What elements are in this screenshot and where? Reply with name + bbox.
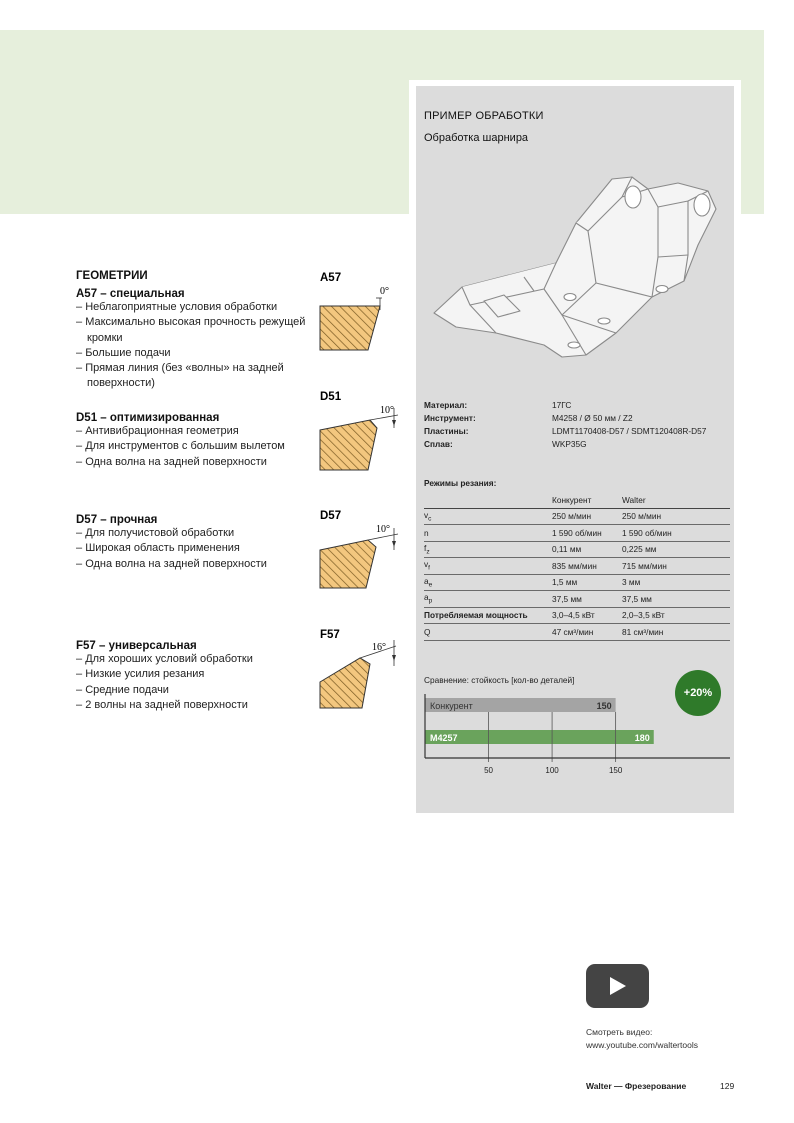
- video-link[interactable]: www.youtube.com/waltertools: [586, 1039, 698, 1050]
- spec-key: Инструмент:: [424, 413, 476, 423]
- list-item: – Прямая линия (без «волны» на задней поверхности): [76, 361, 306, 392]
- list-item: – Для инструментов с большим вылетом: [76, 439, 306, 454]
- video-caption: [586, 1026, 698, 1051]
- param-label: a: [424, 575, 429, 586]
- param-cell: [424, 508, 552, 525]
- category-label-2: M4257: [430, 733, 458, 743]
- list-item: – Средние подачи: [76, 683, 306, 698]
- page-footer: [586, 1081, 735, 1091]
- table-header: [424, 492, 552, 508]
- param-label: Q: [424, 626, 431, 637]
- list-item: – Антивибрационная геометрия: [76, 424, 306, 439]
- param-cell: [424, 624, 552, 641]
- cutting-table-body: [424, 508, 730, 640]
- improvement-badge: +20%: [675, 670, 721, 716]
- tick-label-3: 150: [608, 766, 623, 775]
- geometry-f57: [76, 640, 306, 713]
- geometry-title: A57 – специальная: [76, 288, 185, 300]
- geometry-d57: [76, 514, 306, 572]
- param-subscript: p: [428, 598, 433, 606]
- insert-diagrams: [310, 260, 410, 720]
- geometry-d51: [76, 412, 306, 470]
- category-label-1: Конкурент: [430, 701, 473, 711]
- footer-section: — Фрезерование: [611, 1081, 687, 1091]
- geometry-title: F57 – универсальная: [76, 640, 197, 652]
- list-item: – 2 волны на задней поверхности: [76, 698, 306, 713]
- footer-brand: Walter: [586, 1081, 612, 1091]
- geometry-title: D51 – оптимизированная: [76, 412, 220, 424]
- diagram-label-a57: A57: [320, 272, 342, 284]
- hinge-part-image: [426, 165, 726, 365]
- competitor-value: 1 590 об/мин: [552, 525, 622, 542]
- table-row: [424, 558, 730, 575]
- list-item: – Одна волна на задней поверхности: [76, 557, 306, 572]
- table-row: [424, 541, 730, 558]
- spec-row: [424, 413, 724, 426]
- spec-value: 17ГС: [552, 400, 572, 410]
- spec-row: [424, 426, 724, 439]
- table-row: [424, 591, 730, 608]
- param-cell: [424, 525, 552, 542]
- table-row: [424, 607, 730, 624]
- walter-value: 37,5 мм: [622, 591, 730, 608]
- competitor-value: 250 м/мин: [552, 508, 622, 525]
- competitor-value: 37,5 мм: [552, 591, 622, 608]
- param-subscript: e: [428, 581, 433, 589]
- table-header-row: [424, 492, 730, 508]
- param-subscript: c: [428, 515, 432, 523]
- example-title: ПРИМЕР ОБРАБОТКИ: [424, 110, 544, 122]
- competitor-value: 47 см³/мин: [552, 624, 622, 641]
- geometries-heading: ГЕОМЕТРИИ: [76, 270, 148, 282]
- param-label: v: [424, 559, 429, 570]
- angle-label: 10°: [376, 524, 390, 535]
- play-icon: [610, 977, 626, 995]
- table-row: [424, 624, 730, 641]
- list-item: – Большие подачи: [76, 346, 306, 361]
- bar-2: [425, 730, 654, 744]
- insert-a57-icon: [320, 306, 380, 350]
- diagram-label-d57: D57: [320, 510, 342, 522]
- page-number: 129: [720, 1081, 735, 1091]
- walter-value: 250 м/мин: [622, 508, 730, 525]
- list-item: – Одна волна на задней поверхности: [76, 455, 306, 470]
- competitor-value: 835 мм/мин: [552, 558, 622, 575]
- walter-value: 81 см³/мин: [622, 624, 730, 641]
- list-item: – Низкие усилия резания: [76, 667, 306, 682]
- param-cell: [424, 607, 552, 624]
- value-label-1: 150: [596, 701, 612, 711]
- table-row: [424, 574, 730, 591]
- list-item: – Широкая область применения: [76, 541, 306, 556]
- list-item: – Для хороших условий обработки: [76, 652, 306, 667]
- angle-label: 0°: [380, 286, 389, 297]
- param-label: Потребляемая мощность: [424, 610, 528, 621]
- param-label: f: [424, 542, 427, 553]
- param-cell: [424, 574, 552, 591]
- param-cell: [424, 558, 552, 575]
- competitor-value: 1,5 мм: [552, 574, 622, 591]
- spec-key: Сплав:: [424, 439, 453, 449]
- table-header: Walter: [622, 492, 730, 508]
- tick-label-2: 100: [545, 766, 559, 775]
- walter-value: 2,0–3,5 кВт: [622, 607, 730, 624]
- competitor-value: 0,11 мм: [552, 541, 622, 558]
- param-cell: [424, 541, 552, 558]
- angle-label: 10°: [380, 405, 394, 416]
- param-subscript: f: [428, 565, 430, 573]
- spec-row: [424, 400, 724, 413]
- param-label: n: [424, 527, 429, 538]
- geometry-a57: [76, 288, 306, 392]
- list-item: – Для получистовой обработки: [76, 526, 306, 541]
- param-label: a: [424, 592, 429, 603]
- spec-value: WKP35G: [552, 439, 587, 449]
- table-row: [424, 525, 730, 542]
- angle-label: 16°: [372, 642, 386, 653]
- walter-value: 715 мм/мин: [622, 558, 730, 575]
- insert-d57-icon: [320, 540, 376, 588]
- param-label: v: [424, 509, 429, 520]
- cutting-title: Режимы резания:: [424, 478, 497, 488]
- walter-value: 1 590 об/мин: [622, 525, 730, 542]
- tick-label-1: 50: [484, 766, 493, 775]
- table-row: [424, 508, 730, 525]
- video-caption-line: Смотреть видео:: [586, 1027, 653, 1037]
- video-play-button[interactable]: [586, 964, 649, 1008]
- list-item: – Максимально высокая прочность режущей кромки: [76, 315, 306, 346]
- insert-d51-icon: [320, 420, 377, 470]
- spec-key: Пластины:: [424, 426, 469, 436]
- list-item: – Неблагоприятные условия обработки: [76, 300, 306, 315]
- chart-title: Сравнение: стойкость [кол-во деталей]: [424, 675, 575, 685]
- diagram-label-f57: F57: [320, 629, 340, 641]
- param-subscript: z: [426, 548, 430, 556]
- spec-value: LDMT1170408-D57 / SDMT120408R-D57: [552, 426, 707, 436]
- competitor-value: 3,0–4,5 кВт: [552, 607, 622, 624]
- spec-row: [424, 439, 724, 452]
- param-cell: [424, 591, 552, 608]
- value-label-2: 180: [634, 733, 650, 743]
- walter-value: 0,225 мм: [622, 541, 730, 558]
- cutting-table: [424, 492, 730, 641]
- spec-key: Материал:: [424, 400, 468, 410]
- spec-value: M4258 / Ø 50 мм / Z2: [552, 413, 633, 423]
- example-subtitle: Обработка шарнира: [424, 132, 529, 144]
- insert-f57-icon: [320, 658, 370, 708]
- diagram-label-d51: D51: [320, 391, 342, 403]
- geometry-title: D57 – прочная: [76, 514, 158, 526]
- table-header: Конкурент: [552, 492, 622, 508]
- walter-value: 3 мм: [622, 574, 730, 591]
- tool-life-chart: [424, 690, 734, 780]
